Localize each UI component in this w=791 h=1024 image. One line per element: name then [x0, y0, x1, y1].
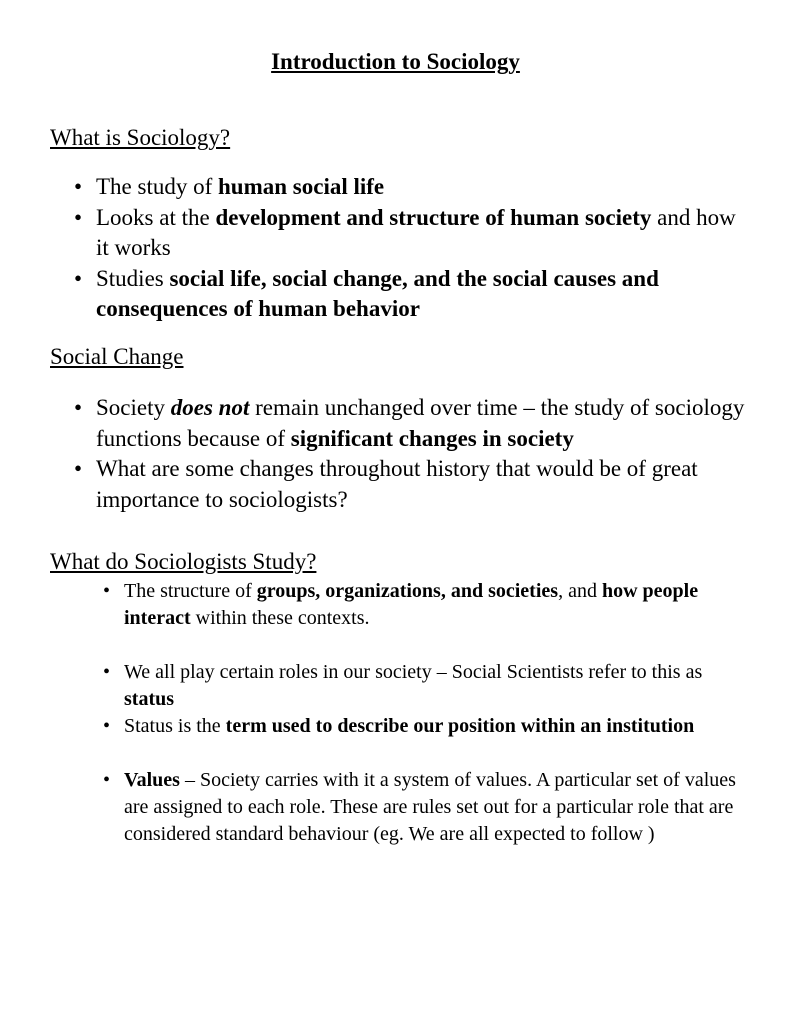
- bold-text: social life, social change, and the social causes and consequences of human behavior: [96, 265, 659, 321]
- bullet-item: [50, 454, 750, 515]
- text: Studies: [96, 265, 170, 291]
- bullet-list-what-do-sociologists-study: [101, 578, 741, 848]
- text: The structure of: [124, 580, 257, 602]
- bullet-list-social-change: [50, 393, 750, 515]
- text: We all play certain roles in our society – Social Scientists refer to this as: [124, 661, 703, 683]
- bullet-item: [101, 578, 741, 632]
- text: – Society carries with it a system of values. A particular set of values are assigned to each role. These are rules set out for a particular role that are considered standard behaviour (eg. We are all expected to follow ): [124, 769, 736, 845]
- section-heading-social-change: Social Change: [50, 344, 184, 369]
- bullet-item: [101, 767, 741, 848]
- text: Status is the: [124, 715, 226, 737]
- bullet-item: [50, 264, 750, 325]
- bullet-list-what-is-sociology: [50, 172, 750, 325]
- bullet-item: [101, 713, 741, 740]
- text: , and: [558, 580, 602, 602]
- bold-text: development and structure of human society: [215, 204, 652, 230]
- bold-text: significant changes in society: [290, 425, 574, 451]
- bold-text: Values: [124, 769, 180, 791]
- bullet-item: [101, 659, 741, 713]
- document-title: Introduction to Sociology: [271, 49, 520, 74]
- bullet-item: [50, 203, 750, 264]
- bullet-item: [50, 172, 750, 203]
- bold-text: status: [124, 688, 175, 710]
- text: and how it works: [96, 204, 736, 260]
- text: Looks at the: [96, 204, 216, 230]
- text: What are some changes throughout history that would be of great importance to sociologists?: [96, 456, 698, 512]
- bold-text: human social life: [218, 174, 385, 199]
- text: within these contexts.: [190, 607, 370, 629]
- section-heading-what-do-sociologists-study: What do Sociologists Study?: [50, 549, 317, 574]
- section-heading-what-is-sociology: What is Sociology?: [50, 125, 231, 150]
- text: remain unchanged over time – the study of sociology functions because of: [96, 395, 745, 451]
- bold-text: does not: [170, 395, 250, 420]
- bold-text: how people interact: [124, 580, 699, 629]
- text: Society: [96, 395, 171, 420]
- text: The study of: [96, 174, 219, 199]
- bold-text: groups, organizations, and societies: [256, 580, 559, 602]
- bullet-item: [50, 393, 750, 454]
- bold-text: term used to describe our position within an institution: [225, 715, 695, 737]
